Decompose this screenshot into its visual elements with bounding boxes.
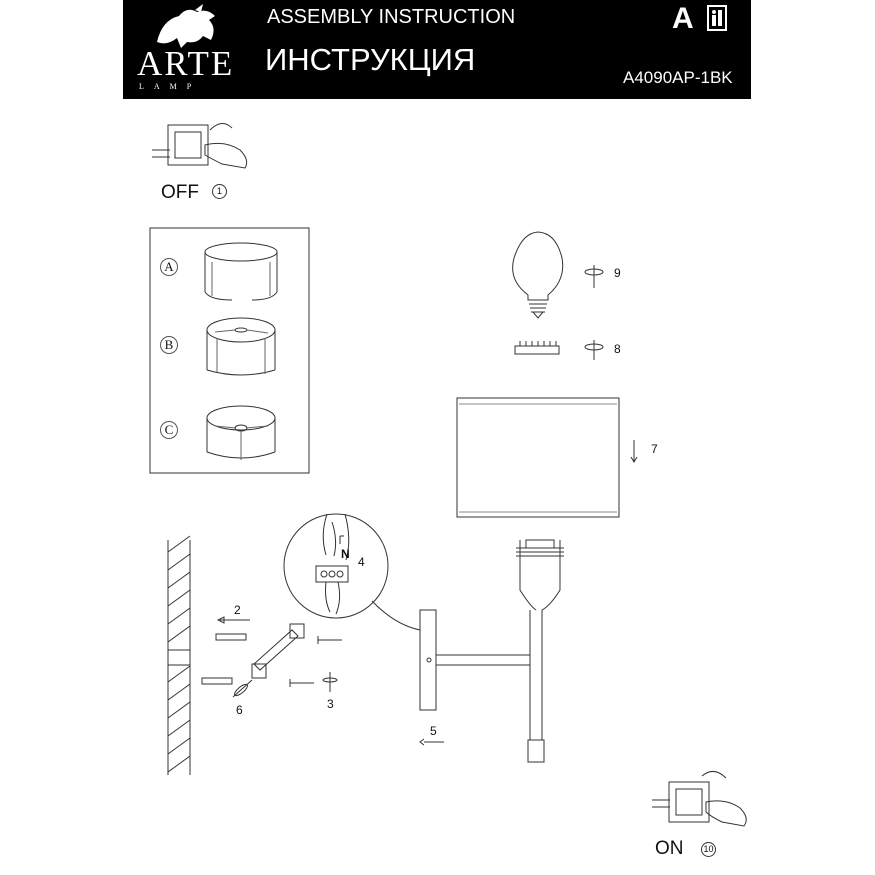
arrow-down-icon <box>631 440 637 462</box>
title-russian: ИНСТРУКЦИЯ <box>265 42 476 77</box>
shade-a-letter: A <box>160 258 178 276</box>
step-2-label: 2 <box>234 603 241 617</box>
step-1-badge: 1 <box>212 184 227 199</box>
shade-c-letter: C <box>160 421 178 439</box>
rotate-icon <box>585 265 603 288</box>
on-label: ON <box>655 838 684 859</box>
step-6-label: 6 <box>236 703 243 717</box>
step-10-badge: 10 <box>701 842 716 857</box>
wall-switch-on-icon <box>652 771 746 826</box>
light-bulb-icon <box>513 232 563 318</box>
shade-b-drawing <box>207 318 275 375</box>
model-number: A4090AP-1BK <box>623 68 733 87</box>
wiring-n-label: N <box>341 547 350 561</box>
badge-letter: A <box>672 2 694 35</box>
step-5-label: 5 <box>430 724 437 738</box>
shade-c-drawing <box>207 406 275 460</box>
title-english: ASSEMBLY INSTRUCTION <box>267 6 516 28</box>
shade-a-drawing <box>205 243 277 300</box>
brand-subtitle: LAMP <box>139 82 202 91</box>
step-9-label: 9 <box>614 266 621 280</box>
shade-b-letter: B <box>160 336 178 354</box>
step-4-label: 4 <box>358 555 365 569</box>
off-label: OFF <box>161 182 199 203</box>
step-7-label: 7 <box>651 442 658 456</box>
step-8-label: 8 <box>614 342 621 356</box>
step-3-label: 3 <box>327 697 334 711</box>
wall-switch-icon <box>152 123 247 168</box>
brand-name: ARTE <box>137 44 235 83</box>
